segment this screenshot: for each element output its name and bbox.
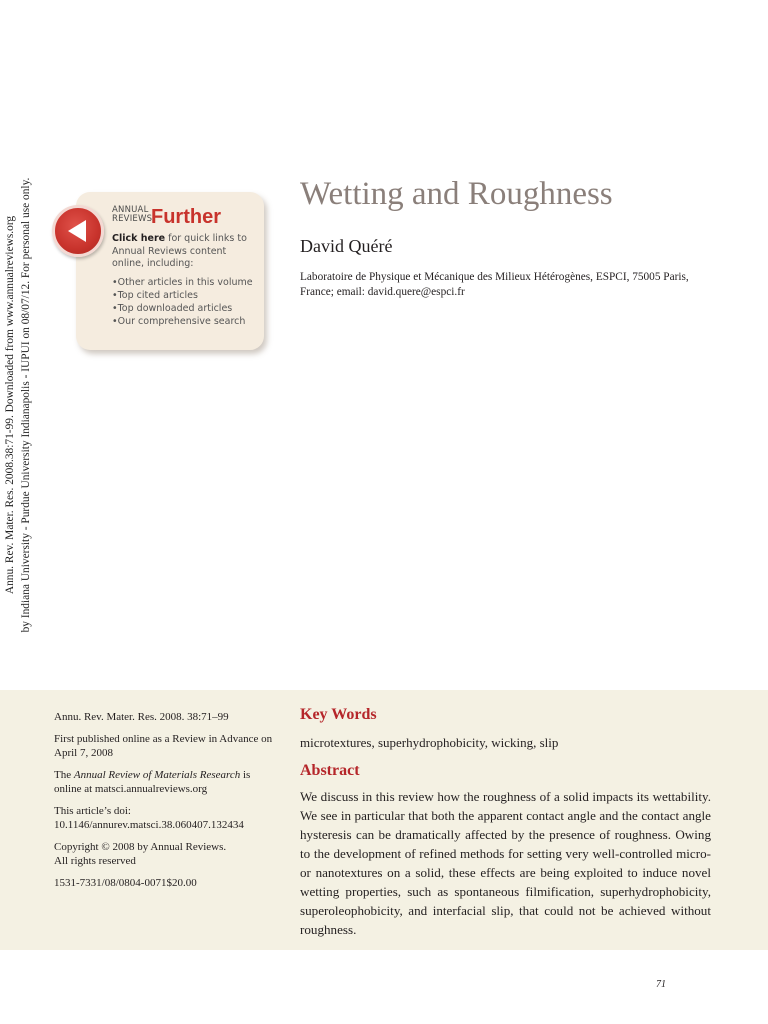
further-link-downloaded[interactable]: • Top downloaded articles — [112, 302, 253, 315]
first-published: First published online as a Review in Advance on April 7, 2008 — [54, 732, 273, 759]
further-links — [112, 276, 253, 328]
brand-annual: ANNUAL — [112, 205, 149, 215]
journal-name: Annual Review of Materials Research — [73, 768, 241, 781]
doi-block — [54, 804, 279, 833]
annual-reviews-further-box[interactable] — [76, 192, 264, 350]
copyright-block — [54, 840, 279, 869]
download-note-line-1: Annu. Rev. Mater. Res. 2008.38:71-99. Downloaded from www.annualreviews.org — [4, 215, 16, 595]
brand-further: Further — [151, 206, 221, 228]
abstract-text: We discuss in this review how the roughness of a solid impacts its wettability. We see in particular that both the apparent contact angle and the contact angle hysteresis can be dramatically affected by the presence of roughness. Owing to the development of refined methods for setting very well-controlled micro- or nanotextures on a solid, these effects are being exploited to induce novel wetting properties, such as spontaneous filmification, superhydrophobicity, superoleophobicity, and interfacial slip, that could not be achieved without roughness. — [300, 789, 711, 937]
further-logo — [112, 205, 221, 228]
journal-online-post: is online at matsci.annualreviews.org — [54, 768, 251, 795]
further-description-text: for quick links to Annual Reviews content online, including: — [112, 233, 247, 269]
further-link-cited[interactable]: • Top cited articles — [112, 289, 253, 302]
page-number: 71 — [656, 979, 666, 990]
further-link-articles[interactable]: • Other articles in this volume — [112, 276, 253, 289]
further-link-search[interactable]: • Our comprehensive search — [112, 315, 253, 328]
doi-label: This article’s doi: — [54, 804, 131, 817]
rights: All rights reserved — [54, 855, 136, 867]
journal-online — [54, 768, 279, 797]
article-title: Wetting and Roughness — [300, 176, 613, 212]
article-author: David Quéré — [300, 236, 393, 256]
download-note — [0, 150, 40, 660]
doi: 10.1146/annurev.matsci.38.060407.132434 — [54, 819, 244, 831]
author-affiliation: Laboratoire de Physique et Mécanique des Milieux Hétérogènes, ESPCI, 75005 Paris, France; email: david.quere@espci.fr — [300, 271, 689, 298]
citation: Annu. Rev. Mater. Res. 2008. 38:71–99 — [54, 711, 229, 723]
article-metadata — [54, 710, 279, 897]
back-arrow-icon[interactable] — [52, 205, 104, 257]
click-here-link[interactable]: Click here — [112, 233, 166, 244]
issn-code: 1531-7331/08/0804-0071$20.00 — [54, 876, 197, 889]
copyright: Copyright © 2008 by Annual Reviews. — [54, 840, 227, 853]
keywords-heading: Key Words — [300, 706, 377, 723]
abstract-heading: Abstract — [300, 762, 360, 779]
brand-reviews: REVIEWS — [112, 214, 153, 224]
download-note-line-2: by Indiana University - Purdue University Indianapolis - IUPUI on 08/07/12. For personal use only. — [20, 177, 32, 633]
journal-online-pre: The — [54, 768, 74, 781]
keywords: microtextures, superhydrophobicity, wicking, slip — [300, 735, 559, 750]
further-description — [112, 233, 260, 271]
